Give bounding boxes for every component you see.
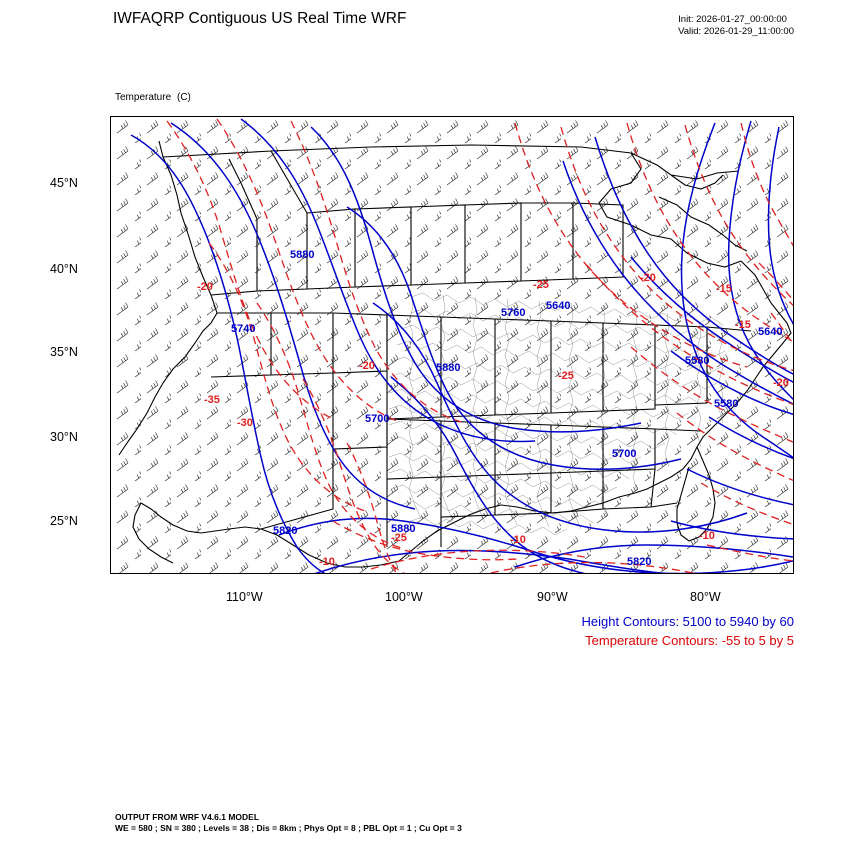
x-tick-110W: 110°W (226, 590, 263, 604)
temp-label--30: -30 (237, 417, 253, 429)
height-label-5740: 5740 (231, 323, 256, 335)
height-label-5580-b: 5580 (714, 398, 739, 410)
height-label-5880-c: 5880 (391, 523, 416, 535)
x-tick-80W: 80°W (690, 590, 721, 604)
height-label-5640-b: 5640 (758, 326, 783, 338)
temp-label--10-b: -10 (510, 534, 526, 546)
temp-label--25-c: -25 (558, 370, 574, 382)
height-label-5880-a: 5880 (290, 249, 315, 261)
valid-time: Valid: 2026-01-29_11:00:00 (678, 26, 794, 37)
legend-temperature-contours: Temperature Contours: -55 to 5 by 5 (585, 633, 794, 648)
init-valid-block (678, 14, 794, 38)
height-label-5820-b: 5820 (627, 556, 652, 568)
temp-label--20-a: -20 (197, 281, 213, 293)
temp-label--20-b: -20 (359, 360, 375, 372)
temp-label--35: -35 (204, 394, 220, 406)
units-unit-temperature: (C) (177, 92, 191, 103)
map-canvas (111, 117, 794, 574)
contour-legend (582, 612, 794, 650)
temp-label--10-a: -10 (319, 556, 335, 568)
y-tick-40N: 40°N (50, 262, 78, 276)
height-label-5760: 5760 (501, 307, 526, 319)
footer-line-2: WE = 580 ; SN = 380 ; Levels = 38 ; Dis = 8km ; Phys Opt = 8 ; PBL Opt = 1 ; Cu Opt = 3 (115, 823, 462, 833)
height-label-5580-a: 5580 (685, 355, 710, 367)
height-label-5700-b: 5700 (612, 448, 637, 460)
temp-label--25-b: -25 (533, 279, 549, 291)
y-tick-35N: 35°N (50, 345, 78, 359)
model-footer (115, 812, 462, 834)
x-tick-100W: 100°W (385, 590, 423, 604)
x-tick-90W: 90°W (537, 590, 568, 604)
temp-label--20-d: -20 (773, 377, 789, 389)
units-row-temperature (115, 92, 196, 105)
page-title: IWFAQRP Contiguous US Real Time WRF (113, 10, 407, 27)
init-time: Init: 2026-01-27_00:00:00 (678, 14, 787, 25)
y-tick-25N: 25°N (50, 514, 78, 528)
height-label-5700-a: 5700 (365, 413, 390, 425)
legend-height-contours: Height Contours: 5100 to 5940 by 60 (581, 614, 794, 629)
temp-label--10-c: -10 (699, 530, 715, 542)
temp-label--15-b: -15 (735, 319, 751, 331)
height-label-5820-a: 5820 (273, 525, 298, 537)
temp-label--15-a: -15 (716, 283, 732, 295)
height-label-5640-a: 5640 (546, 300, 571, 312)
temp-label--25-a: -25 (391, 532, 407, 544)
map-plot-area[interactable] (110, 116, 794, 574)
footer-line-1: OUTPUT FROM WRF V4.6.1 MODEL (115, 812, 260, 822)
temp-label--20-c: -20 (640, 272, 656, 284)
units-name-temperature: Temperature (115, 92, 172, 103)
height-label-5880-b: 5880 (436, 362, 461, 374)
y-tick-45N: 45°N (50, 176, 78, 190)
y-tick-30N: 30°N (50, 430, 78, 444)
